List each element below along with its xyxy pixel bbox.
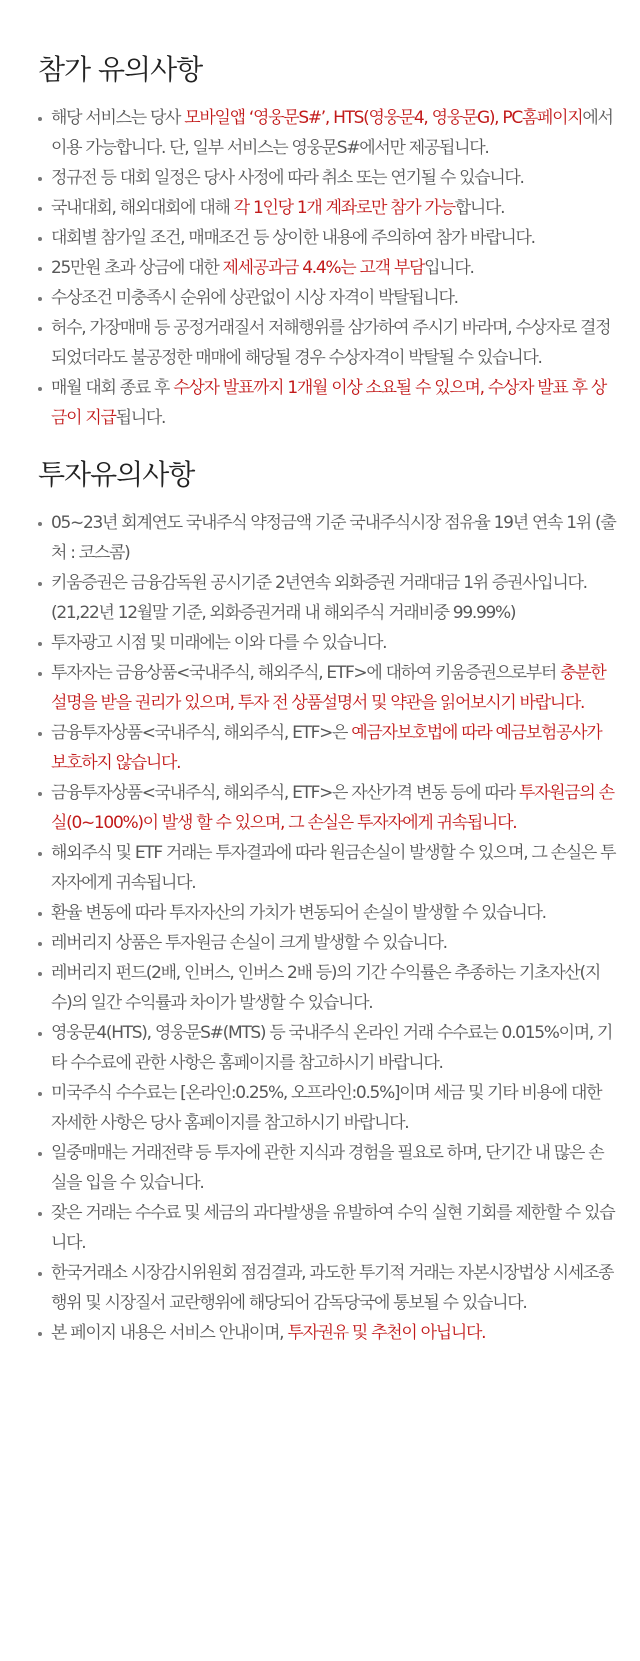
notice-text: 영웅문4(HTS), 영웅문S#(MTS) 등 국내주식 온라인 거래 수수료는 0.015%이며, 기타 수수료에 관한 사항은 홈페이지를 참고하시기 바랍니다.: [51, 1023, 613, 1073]
notice-item: [38, 253, 618, 283]
notice-text: 국내대회, 해외대회에 대해: [51, 198, 234, 218]
notice-highlight-text: 투자원금의 손실(0~100%)이 발생 할 수 있으며, 그 손실은 투자자에게 귀속됩니다.: [51, 783, 614, 833]
notice-item: [38, 1138, 618, 1198]
notice-text: 투자자는 금융상품<국내주식, 해외주식, ETF>에 대하여 키움증권으로부터: [51, 663, 561, 683]
notice-text: 매월 대회 종료 후: [51, 378, 174, 398]
participation-notice-section: [0, 0, 640, 433]
notice-item: [38, 1258, 618, 1318]
notice-text: 수상조건 미충족시 순위에 상관없이 시상 자격이 박탈됩니다.: [51, 288, 458, 308]
notice-item: [38, 313, 618, 373]
notice-highlight-text: 충분한 설명을 받을 권리가 있으며, 투자 전 상품설명서 및 약관을 읽어보시기 바랍니다.: [51, 663, 606, 713]
notice-item: [38, 718, 618, 778]
notice-text: 해당 서비스는 당사: [51, 108, 185, 128]
notice-text: 레버리지 상품은 투자원금 손실이 크게 발생할 수 있습니다.: [51, 933, 447, 953]
notice-text: 합니다.: [454, 198, 505, 218]
notice-text: 금융투자상품<국내주식, 해외주식, ETF>은 자산가격 변동 등에 따라: [51, 783, 519, 803]
notice-item: [38, 223, 618, 253]
notice-text: 입니다.: [424, 258, 474, 278]
notice-text: 본 페이지 내용은 서비스 안내이며,: [51, 1323, 288, 1343]
notice-text: 환율 변동에 따라 투자자산의 가치가 변동되어 손실이 발생할 수 있습니다.: [51, 903, 546, 923]
notice-item: [38, 898, 618, 928]
notice-text: 레버리지 펀드(2배, 인버스, 인버스 2배 등)의 기간 수익률은 추종하는 기초자산(지수)의 일간 수익률과 차이가 발생할 수 있습니다.: [51, 963, 600, 1013]
notice-item: [38, 163, 618, 193]
notice-text: 됩니다.: [115, 408, 166, 428]
notice-highlight-text: 예금자보호법에 따라 예금보험공사가 보호하지 않습니다.: [51, 723, 602, 773]
notice-highlight-text: 투자권유 및 추천이 아닙니다.: [287, 1323, 486, 1343]
notice-highlight-text: 수상자 발표까지 1개월 이상 소요될 수 있으며, 수상자 발표 후 상금이 지급: [51, 378, 606, 428]
notice-item: [38, 928, 618, 958]
notice-item: [38, 958, 618, 1018]
notice-text: 키움증권은 금융감독원 공시기준 2년연속 외화증권 거래대금 1위 증권사입니다. (21,22년 12월말 기준, 외화증권거래 내 해외주식 거래비중 99.99%): [51, 573, 587, 623]
notice-item: [38, 1198, 618, 1258]
notice-item: [38, 658, 618, 718]
notice-item: [38, 283, 618, 313]
notice-item: [38, 838, 618, 898]
notice-item: [38, 628, 618, 658]
notice-text: 미국주식 수수료는 [온라인:0.25%, 오프라인:0.5%]이며 세금 및 기타 비용에 대한 자세한 사항은 당사 홈페이지를 참고하시기 바랍니다.: [51, 1083, 602, 1133]
notice-text: 정규전 등 대회 일정은 당사 사정에 따라 취소 또는 연기될 수 있습니다.: [51, 168, 524, 188]
notice-item: [38, 508, 618, 568]
notice-item: [38, 193, 618, 223]
notice-text: 일중매매는 거래전략 등 투자에 관한 지식과 경험을 필요로 하며, 단기간 내 많은 손실을 입을 수 있습니다.: [51, 1143, 604, 1193]
notice-text: 대회별 참가일 조건, 매매조건 등 상이한 내용에 주의하여 참가 바랍니다.: [51, 228, 535, 248]
notice-text: 금융투자상품<국내주식, 해외주식, ETF>은: [51, 723, 352, 743]
notice-item: [38, 1318, 618, 1348]
participation-notice-title: 참가 유의사항: [38, 53, 203, 86]
notice-text: 잦은 거래는 수수료 및 세금의 과다발생을 유발하여 수익 실현 기회를 제한할 수 있습니다.: [51, 1203, 615, 1253]
notice-item: [38, 1018, 618, 1078]
notice-item: [38, 373, 618, 433]
notice-text: 해외주식 및 ETF 거래는 투자결과에 따라 원금손실이 발생할 수 있으며, 그 손실은 투자자에게 귀속됩니다.: [51, 843, 616, 893]
notice-item: [38, 568, 618, 628]
notice-item: [38, 103, 618, 163]
notice-text: 투자광고 시점 및 미래에는 이와 다를 수 있습니다.: [51, 633, 387, 653]
investment-notice-title: 투자유의사항: [38, 458, 195, 491]
notice-highlight-text: 모바일앱 ‘영웅문S#’, HTS(영웅문4, 영웅문G), PC홈페이지: [184, 108, 583, 128]
notice-highlight-text: 각 1인당 1개 계좌로만 참가 가능: [233, 198, 455, 218]
notice-text: 에서 이용 가능합니다. 단, 일부 서비스는 영웅문S#에서만 제공됩니다.: [51, 108, 613, 158]
notice-item: [38, 1078, 618, 1138]
notice-item: [38, 778, 618, 838]
participation-notice-list: [38, 103, 618, 433]
notice-text: 한국거래소 시장감시위원회 점검결과, 과도한 투기적 거래는 자본시장법상 시세조종행위 및 시장질서 교란행위에 해당되어 감독당국에 통보될 수 있습니다.: [51, 1263, 614, 1313]
notice-text: 05~23년 회계연도 국내주식 약정금액 기준 국내주식시장 점유율 19년 연속 1위 (출처 : 코스콤): [51, 513, 616, 563]
notice-text: 허수, 가장매매 등 공정거래질서 저해행위를 삼가하여 주시기 바라며, 수상자로 결정되었더라도 불공정한 매매에 해당될 경우 수상자격이 박탈될 수 있습니다.: [51, 318, 611, 368]
investment-notice-section: [0, 433, 640, 1348]
notice-highlight-text: 제세공과금 4.4%는 고객 부담: [222, 258, 425, 278]
notice-text: 25만원 초과 상금에 대한: [51, 258, 223, 278]
investment-notice-list: [38, 508, 618, 1348]
